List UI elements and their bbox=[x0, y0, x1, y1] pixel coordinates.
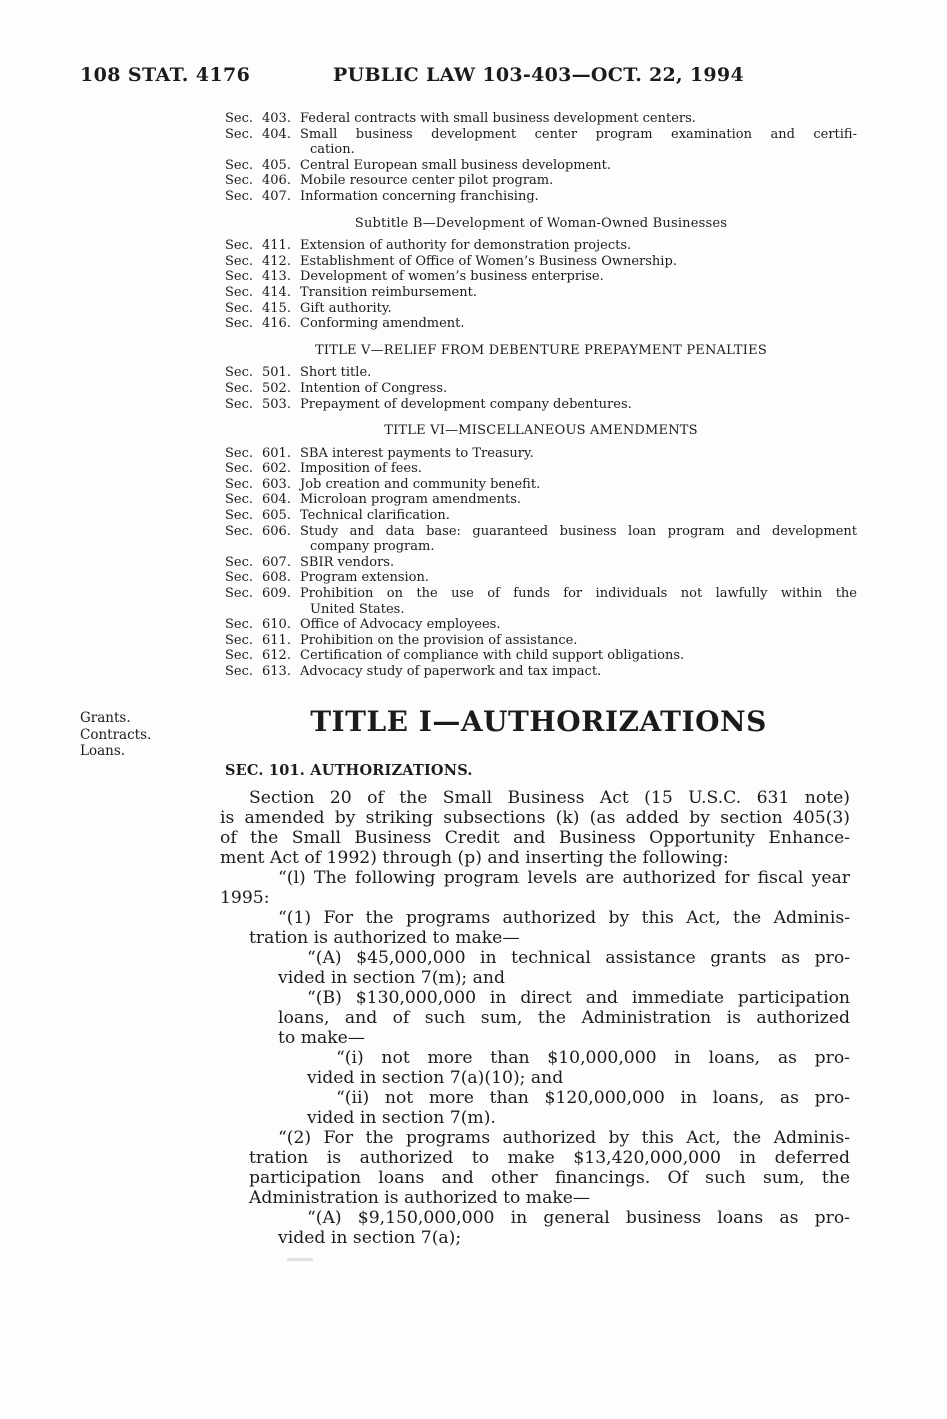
body-line: tration is authorized to make— bbox=[249, 928, 520, 948]
toc-entry-title: SBIR vendors. bbox=[300, 554, 395, 570]
toc-entry bbox=[225, 127, 857, 158]
margin-note bbox=[80, 710, 151, 760]
body-line: vided in section 7(m); and bbox=[278, 968, 505, 988]
toc-entry-number: 416. bbox=[262, 316, 291, 332]
toc-entry-title-continuation: company program. bbox=[310, 539, 435, 555]
margin-note-line: Contracts. bbox=[80, 726, 152, 743]
sec-101-heading: SEC. 101. AUTHORIZATIONS. bbox=[225, 762, 473, 779]
body-line: tration is authorized to make $13,420,000,000 in deferred bbox=[249, 1148, 850, 1168]
toc-sec-label: Sec. bbox=[225, 253, 254, 269]
toc-entry-title: Office of Advocacy employees. bbox=[300, 617, 501, 633]
body-line: “(ii) not more than $120,000,000 in loans, as pro- bbox=[336, 1088, 850, 1108]
toc-entry bbox=[225, 633, 857, 649]
toc-sec-label: Sec. bbox=[225, 396, 254, 412]
toc-sec-label: Sec. bbox=[225, 570, 254, 586]
toc-sec-label: Sec. bbox=[225, 632, 254, 648]
toc-entry-number: 608. bbox=[262, 570, 291, 586]
toc-entry-number: 403. bbox=[262, 111, 291, 126]
toc-entry bbox=[225, 316, 857, 332]
toc-sec-label: Sec. bbox=[225, 126, 254, 142]
toc-entry-title: Establishment of Office of Women’s Business Ownership. bbox=[300, 253, 677, 269]
body-line: ment Act of 1992) through (p) and inserting the following: bbox=[220, 848, 729, 868]
body-line: to make— bbox=[278, 1028, 366, 1048]
toc-entry-number: 601. bbox=[262, 445, 291, 461]
toc-entry-title: Development of women’s business enterprise. bbox=[300, 269, 604, 285]
body-line: Section 20 of the Small Business Act (15 U.S.C. 631 note) bbox=[249, 788, 850, 808]
toc-entry-title: Federal contracts with small business development centers. bbox=[300, 111, 696, 126]
toc-entry bbox=[225, 461, 857, 477]
toc-entry bbox=[225, 397, 857, 413]
toc-sec-label: Sec. bbox=[225, 316, 254, 332]
toc-entry-number: 404. bbox=[262, 126, 291, 142]
toc-entry-title-continuation: United States. bbox=[310, 601, 405, 617]
body-line: “(A) $9,150,000,000 in general business loans as pro- bbox=[307, 1208, 850, 1228]
toc-sec-label: Sec. bbox=[225, 269, 254, 285]
toc-entry-number: 605. bbox=[262, 508, 291, 524]
toc-entry bbox=[225, 524, 857, 555]
toc-entry bbox=[225, 508, 857, 524]
toc-entry bbox=[225, 365, 857, 381]
body-line: of the Small Business Credit and Business Opportunity Enhance- bbox=[220, 828, 850, 848]
body-line: is amended by striking subsections (k) (as added by section 405(3) bbox=[220, 808, 850, 828]
statute-body bbox=[220, 788, 850, 1248]
toc-entry-title: Information concerning franchising. bbox=[300, 188, 539, 204]
toc-sec-label: Sec. bbox=[225, 508, 254, 524]
toc-entry-number: 613. bbox=[262, 664, 291, 679]
toc-entry-title: Short title. bbox=[300, 365, 372, 381]
toc-entry bbox=[225, 111, 857, 127]
toc-title-vi-heading: TITLE VI—MISCELLANEOUS AMENDMENTS bbox=[384, 423, 698, 439]
toc-entry bbox=[225, 158, 857, 174]
toc-sec-label: Sec. bbox=[225, 648, 254, 664]
toc-sec-label: Sec. bbox=[225, 365, 254, 381]
toc-sec-label: Sec. bbox=[225, 492, 254, 508]
toc-sec-label: Sec. bbox=[225, 284, 254, 300]
toc-entry-title: Technical clarification. bbox=[300, 508, 450, 524]
toc-entry-title: Transition reimbursement. bbox=[300, 284, 477, 300]
body-line: “(B) $130,000,000 in direct and immediate participation bbox=[307, 988, 850, 1008]
toc-entry bbox=[225, 254, 857, 270]
body-line: “(l) The following program levels are authorized for fiscal year bbox=[278, 868, 850, 888]
toc-sec-label: Sec. bbox=[225, 445, 254, 461]
toc-entry-title bbox=[300, 524, 857, 555]
toc-entry-number: 414. bbox=[262, 284, 291, 300]
toc-sec-label: Sec. bbox=[225, 380, 254, 396]
body-line: vided in section 7(a); bbox=[278, 1228, 462, 1248]
toc-entry-number: 405. bbox=[262, 157, 291, 173]
toc-entry bbox=[225, 617, 857, 633]
toc-entry-title: Central European small business development. bbox=[300, 157, 612, 173]
toc-entry-number: 413. bbox=[262, 269, 291, 285]
toc-entry-title: Job creation and community benefit. bbox=[300, 476, 541, 492]
toc-entry-title: Advocacy study of paperwork and tax impact. bbox=[300, 664, 602, 679]
toc-entry-number: 610. bbox=[262, 617, 291, 633]
toc-entry-number: 406. bbox=[262, 173, 291, 189]
toc-section-list-title-vi bbox=[225, 446, 857, 680]
toc-entry bbox=[225, 570, 857, 586]
margin-note-line: Grants. bbox=[80, 710, 131, 726]
toc-entry-number: 609. bbox=[262, 586, 291, 602]
toc-entry-title-continuation: cation. bbox=[310, 142, 355, 158]
body-line: “(1) For the programs authorized by this Act, the Adminis- bbox=[278, 908, 850, 928]
toc-entry-number: 606. bbox=[262, 523, 291, 539]
toc-entry-number: 501. bbox=[262, 365, 291, 381]
toc-entry-number: 412. bbox=[262, 253, 291, 269]
body-line: “(A) $45,000,000 in technical assistance grants as pro- bbox=[307, 948, 850, 968]
toc-section-list-subtitle-a bbox=[225, 111, 857, 205]
toc-entry-title: Mobile resource center pilot program. bbox=[300, 173, 554, 189]
table-of-contents bbox=[225, 111, 857, 680]
toc-section-list-title-v bbox=[225, 365, 857, 412]
toc-entry bbox=[225, 301, 857, 317]
scan-artifact-dash bbox=[287, 1258, 313, 1261]
toc-sec-label: Sec. bbox=[225, 586, 254, 602]
toc-entry-title: Conforming amendment. bbox=[300, 316, 465, 332]
title-i-heading: TITLE I—AUTHORIZATIONS bbox=[310, 705, 767, 738]
toc-entry-number: 612. bbox=[262, 648, 291, 664]
toc-entry bbox=[225, 189, 857, 205]
toc-entry-title: Certification of compliance with child support obligations. bbox=[300, 648, 685, 664]
toc-entry bbox=[225, 285, 857, 301]
toc-entry bbox=[225, 555, 857, 571]
toc-entry-title-line: Prohibition on the use of funds for individuals not lawfully within the bbox=[300, 586, 857, 602]
toc-entry-number: 407. bbox=[262, 188, 291, 204]
toc-entry-title: Microloan program amendments. bbox=[300, 492, 522, 508]
body-line: participation loans and other financings. Of such sum, the bbox=[249, 1168, 850, 1188]
toc-entry-title: SBA interest payments to Treasury. bbox=[300, 445, 534, 461]
toc-entry bbox=[225, 238, 857, 254]
body-line: vided in section 7(m). bbox=[307, 1108, 496, 1128]
toc-entry-number: 415. bbox=[262, 300, 291, 316]
toc-entry-title: Imposition of fees. bbox=[300, 461, 422, 477]
law-title-header: PUBLIC LAW 103-403—OCT. 22, 1994 bbox=[333, 64, 744, 86]
toc-entry-number: 607. bbox=[262, 554, 291, 570]
toc-sec-label: Sec. bbox=[225, 111, 254, 126]
toc-subtitle-b-heading: Subtitle B—Development of Woman-Owned Businesses bbox=[354, 215, 728, 231]
toc-entry-title: Intention of Congress. bbox=[300, 380, 448, 396]
toc-entry-number: 604. bbox=[262, 492, 291, 508]
body-line: 1995: bbox=[220, 888, 270, 908]
toc-entry bbox=[225, 477, 857, 493]
toc-sec-label: Sec. bbox=[225, 617, 254, 633]
toc-title-v-heading: TITLE V—RELIEF FROM DEBENTURE PREPAYMENT PENALTIES bbox=[315, 342, 767, 358]
body-line: vided in section 7(a)(10); and bbox=[307, 1068, 564, 1088]
toc-entry-number: 602. bbox=[262, 461, 291, 477]
toc-entry bbox=[225, 492, 857, 508]
toc-entry bbox=[225, 446, 857, 462]
toc-sec-label: Sec. bbox=[225, 554, 254, 570]
toc-entry-title: Program extension. bbox=[300, 570, 430, 586]
body-line: loans, and of such sum, the Administration is authorized bbox=[278, 1008, 850, 1028]
toc-entry bbox=[225, 648, 857, 664]
toc-entry-title bbox=[300, 127, 857, 158]
toc-entry-number: 603. bbox=[262, 476, 291, 492]
toc-sec-label: Sec. bbox=[225, 173, 254, 189]
stat-page-number: 108 STAT. 4176 bbox=[80, 64, 251, 86]
toc-entry bbox=[225, 586, 857, 617]
body-line: “(2) For the programs authorized by this Act, the Adminis- bbox=[278, 1128, 850, 1148]
toc-entry-title: Prohibition on the provision of assistance. bbox=[300, 632, 578, 648]
toc-entry-number: 411. bbox=[262, 238, 291, 254]
toc-entry-title-line: Small business development center program examination and certifi- bbox=[300, 126, 857, 142]
body-line: Administration is authorized to make— bbox=[249, 1188, 591, 1208]
toc-sec-label: Sec. bbox=[225, 523, 254, 539]
toc-sec-label: Sec. bbox=[225, 238, 254, 254]
toc-sec-label: Sec. bbox=[225, 157, 254, 173]
toc-entry bbox=[225, 664, 857, 680]
toc-entry-title bbox=[300, 586, 857, 617]
toc-entry-title: Extension of authority for demonstration projects. bbox=[300, 238, 632, 254]
toc-entry-number: 503. bbox=[262, 396, 291, 412]
toc-entry bbox=[225, 381, 857, 397]
toc-entry-title: Gift authority. bbox=[300, 300, 392, 316]
margin-note-line: Loans. bbox=[80, 743, 126, 759]
toc-section-list-subtitle-b bbox=[225, 238, 857, 332]
body-line: “(i) not more than $10,000,000 in loans, as pro- bbox=[336, 1048, 850, 1068]
toc-entry-number: 611. bbox=[262, 632, 291, 648]
toc-entry bbox=[225, 269, 857, 285]
toc-sec-label: Sec. bbox=[225, 300, 254, 316]
toc-entry-title: Prepayment of development company debentures. bbox=[300, 396, 632, 412]
toc-entry-title-line: Study and data base: guaranteed business loan program and development bbox=[300, 523, 857, 539]
toc-entry-number: 502. bbox=[262, 380, 291, 396]
toc-sec-label: Sec. bbox=[225, 461, 254, 477]
toc-entry bbox=[225, 173, 857, 189]
toc-sec-label: Sec. bbox=[225, 664, 254, 679]
toc-sec-label: Sec. bbox=[225, 476, 254, 492]
toc-sec-label: Sec. bbox=[225, 188, 254, 204]
